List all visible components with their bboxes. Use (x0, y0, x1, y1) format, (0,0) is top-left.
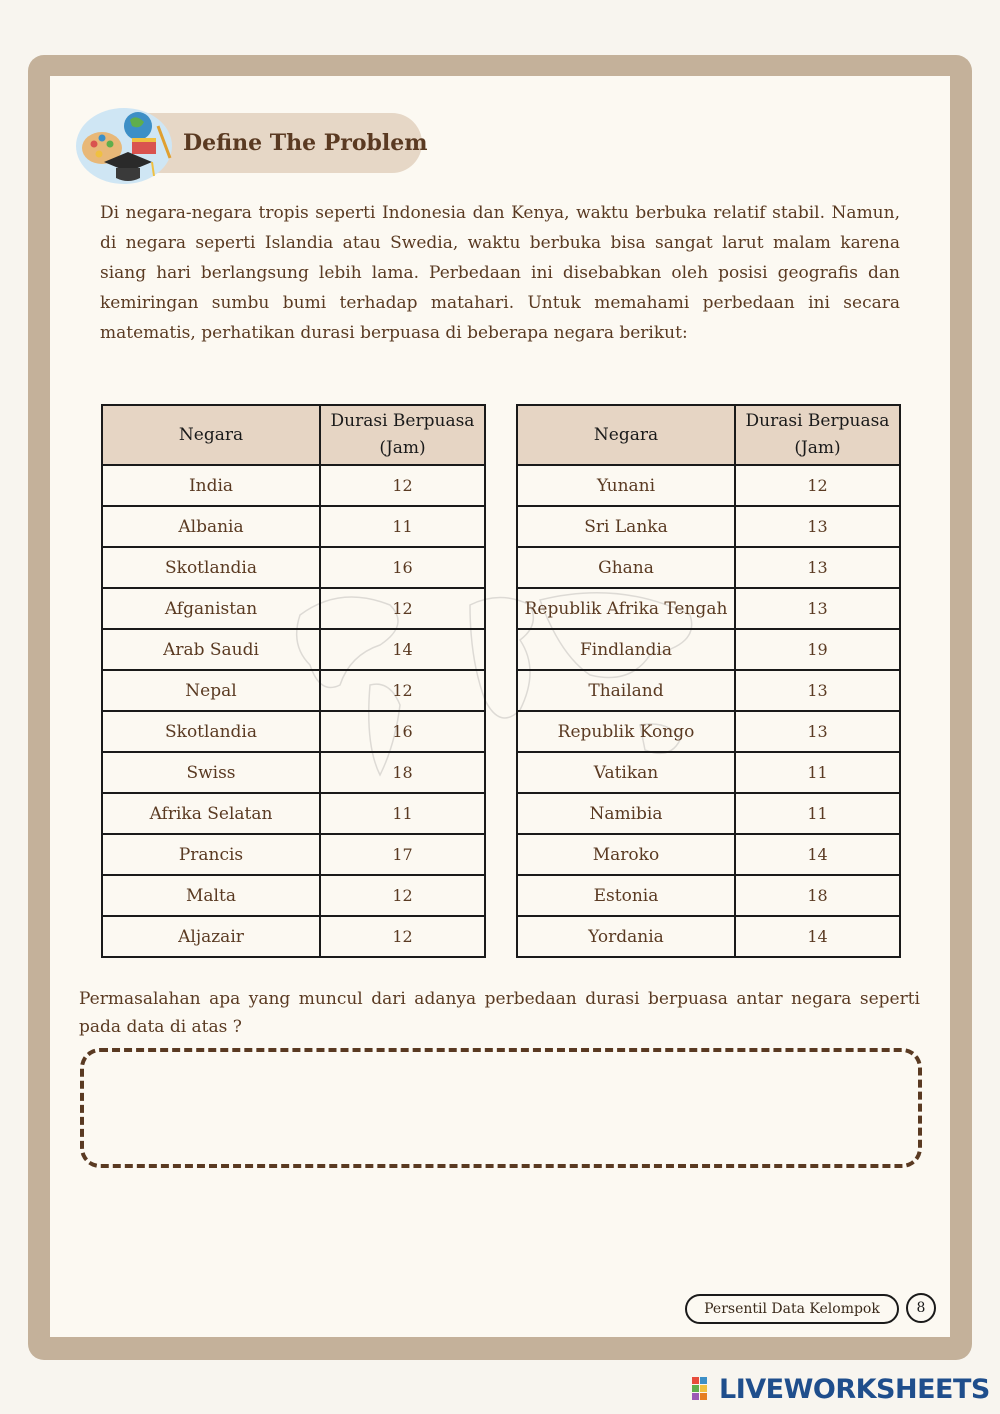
duration-cell: 13 (735, 547, 900, 588)
country-cell: Namibia (517, 793, 735, 834)
liveworksheets-brand[interactable] (692, 1372, 990, 1406)
section-title: Define The Problem (183, 130, 428, 156)
country-cell: Aljazair (102, 916, 320, 957)
country-cell: Albania (102, 506, 320, 547)
duration-cell: 14 (735, 916, 900, 957)
table-row (102, 711, 485, 752)
country-cell: Nepal (102, 670, 320, 711)
duration-cell: 12 (320, 465, 485, 506)
liveworksheets-logo-icon (692, 1377, 716, 1401)
table-row (517, 711, 900, 752)
country-cell: Skotlandia (102, 547, 320, 588)
column-header-country: Negara (102, 405, 320, 465)
table-row (517, 506, 900, 547)
table-row (102, 629, 485, 670)
duration-cell: 19 (735, 629, 900, 670)
table-row (102, 793, 485, 834)
duration-cell: 13 (735, 670, 900, 711)
fasting-table-left (101, 404, 486, 958)
country-cell: Malta (102, 875, 320, 916)
duration-cell: 12 (320, 875, 485, 916)
brand-name: LIVEWORKSHEETS (719, 1373, 990, 1405)
table-row (102, 506, 485, 547)
table-row (517, 834, 900, 875)
duration-cell: 18 (320, 752, 485, 793)
duration-cell: 12 (320, 588, 485, 629)
table-row (517, 588, 900, 629)
column-header-country: Negara (517, 405, 735, 465)
answer-text-box[interactable] (80, 1048, 922, 1168)
duration-cell: 11 (735, 793, 900, 834)
duration-cell: 16 (320, 711, 485, 752)
duration-cell: 16 (320, 547, 485, 588)
duration-cell: 18 (735, 875, 900, 916)
duration-cell: 14 (735, 834, 900, 875)
duration-cell: 13 (735, 588, 900, 629)
country-cell: Swiss (102, 752, 320, 793)
table-row (102, 547, 485, 588)
table-row (517, 465, 900, 506)
column-header-duration: Durasi Berpuasa (Jam) (735, 405, 900, 465)
country-cell: Arab Saudi (102, 629, 320, 670)
country-cell: Sri Lanka (517, 506, 735, 547)
table-row (517, 629, 900, 670)
table-row (517, 793, 900, 834)
table-row (102, 465, 485, 506)
country-cell: Skotlandia (102, 711, 320, 752)
country-cell: India (102, 465, 320, 506)
duration-cell: 14 (320, 629, 485, 670)
country-cell: Vatikan (517, 752, 735, 793)
question-text: Permasalahan apa yang muncul dari adanya perbedaan durasi berpuasa antar negara seperti pada data di atas ? (79, 989, 920, 1037)
table-row (102, 588, 485, 629)
table-row (102, 916, 485, 957)
column-header-duration: Durasi Berpuasa (Jam) (320, 405, 485, 465)
country-cell: Findlandia (517, 629, 735, 670)
fasting-table-right (516, 404, 901, 958)
country-cell: Afrika Selatan (102, 793, 320, 834)
duration-cell: 13 (735, 506, 900, 547)
country-cell: Thailand (517, 670, 735, 711)
table-row (517, 670, 900, 711)
duration-cell: 13 (735, 711, 900, 752)
art-education-icon (72, 96, 182, 192)
table-row (517, 752, 900, 793)
intro-paragraph: Di negara-negara tropis seperti Indonesia dan Kenya, waktu berbuka relatif stabil. Namun, di negara seperti Islandia atau Swedia, waktu berbuka bisa sangat larut malam karena siang hari berlangsung lebih lama. Perbedaan ini disebabkan oleh posisi geografis dan kemiringan sumbu bumi terhadap matahari. Untuk memahami perbedaan ini secara matematis, perhatikan durasi berpuasa di beberapa negara berikut: (100, 203, 900, 343)
table-row (517, 547, 900, 588)
country-cell: Yordania (517, 916, 735, 957)
country-cell: Republik Afrika Tengah (517, 588, 735, 629)
table-row (102, 752, 485, 793)
duration-cell: 11 (320, 793, 485, 834)
country-cell: Estonia (517, 875, 735, 916)
country-cell: Prancis (102, 834, 320, 875)
country-cell: Ghana (517, 547, 735, 588)
duration-cell: 11 (320, 506, 485, 547)
country-cell: Afganistan (102, 588, 320, 629)
table-row (517, 916, 900, 957)
country-cell: Yunani (517, 465, 735, 506)
page-number: 8 (906, 1293, 936, 1323)
duration-cell: 17 (320, 834, 485, 875)
topic-label: Persentil Data Kelompok (685, 1294, 899, 1324)
table-row (102, 670, 485, 711)
country-cell: Republik Kongo (517, 711, 735, 752)
duration-cell: 12 (735, 465, 900, 506)
duration-cell: 12 (320, 670, 485, 711)
table-row (517, 875, 900, 916)
duration-cell: 11 (735, 752, 900, 793)
duration-cell: 12 (320, 916, 485, 957)
table-row (102, 834, 485, 875)
table-row (102, 875, 485, 916)
country-cell: Maroko (517, 834, 735, 875)
